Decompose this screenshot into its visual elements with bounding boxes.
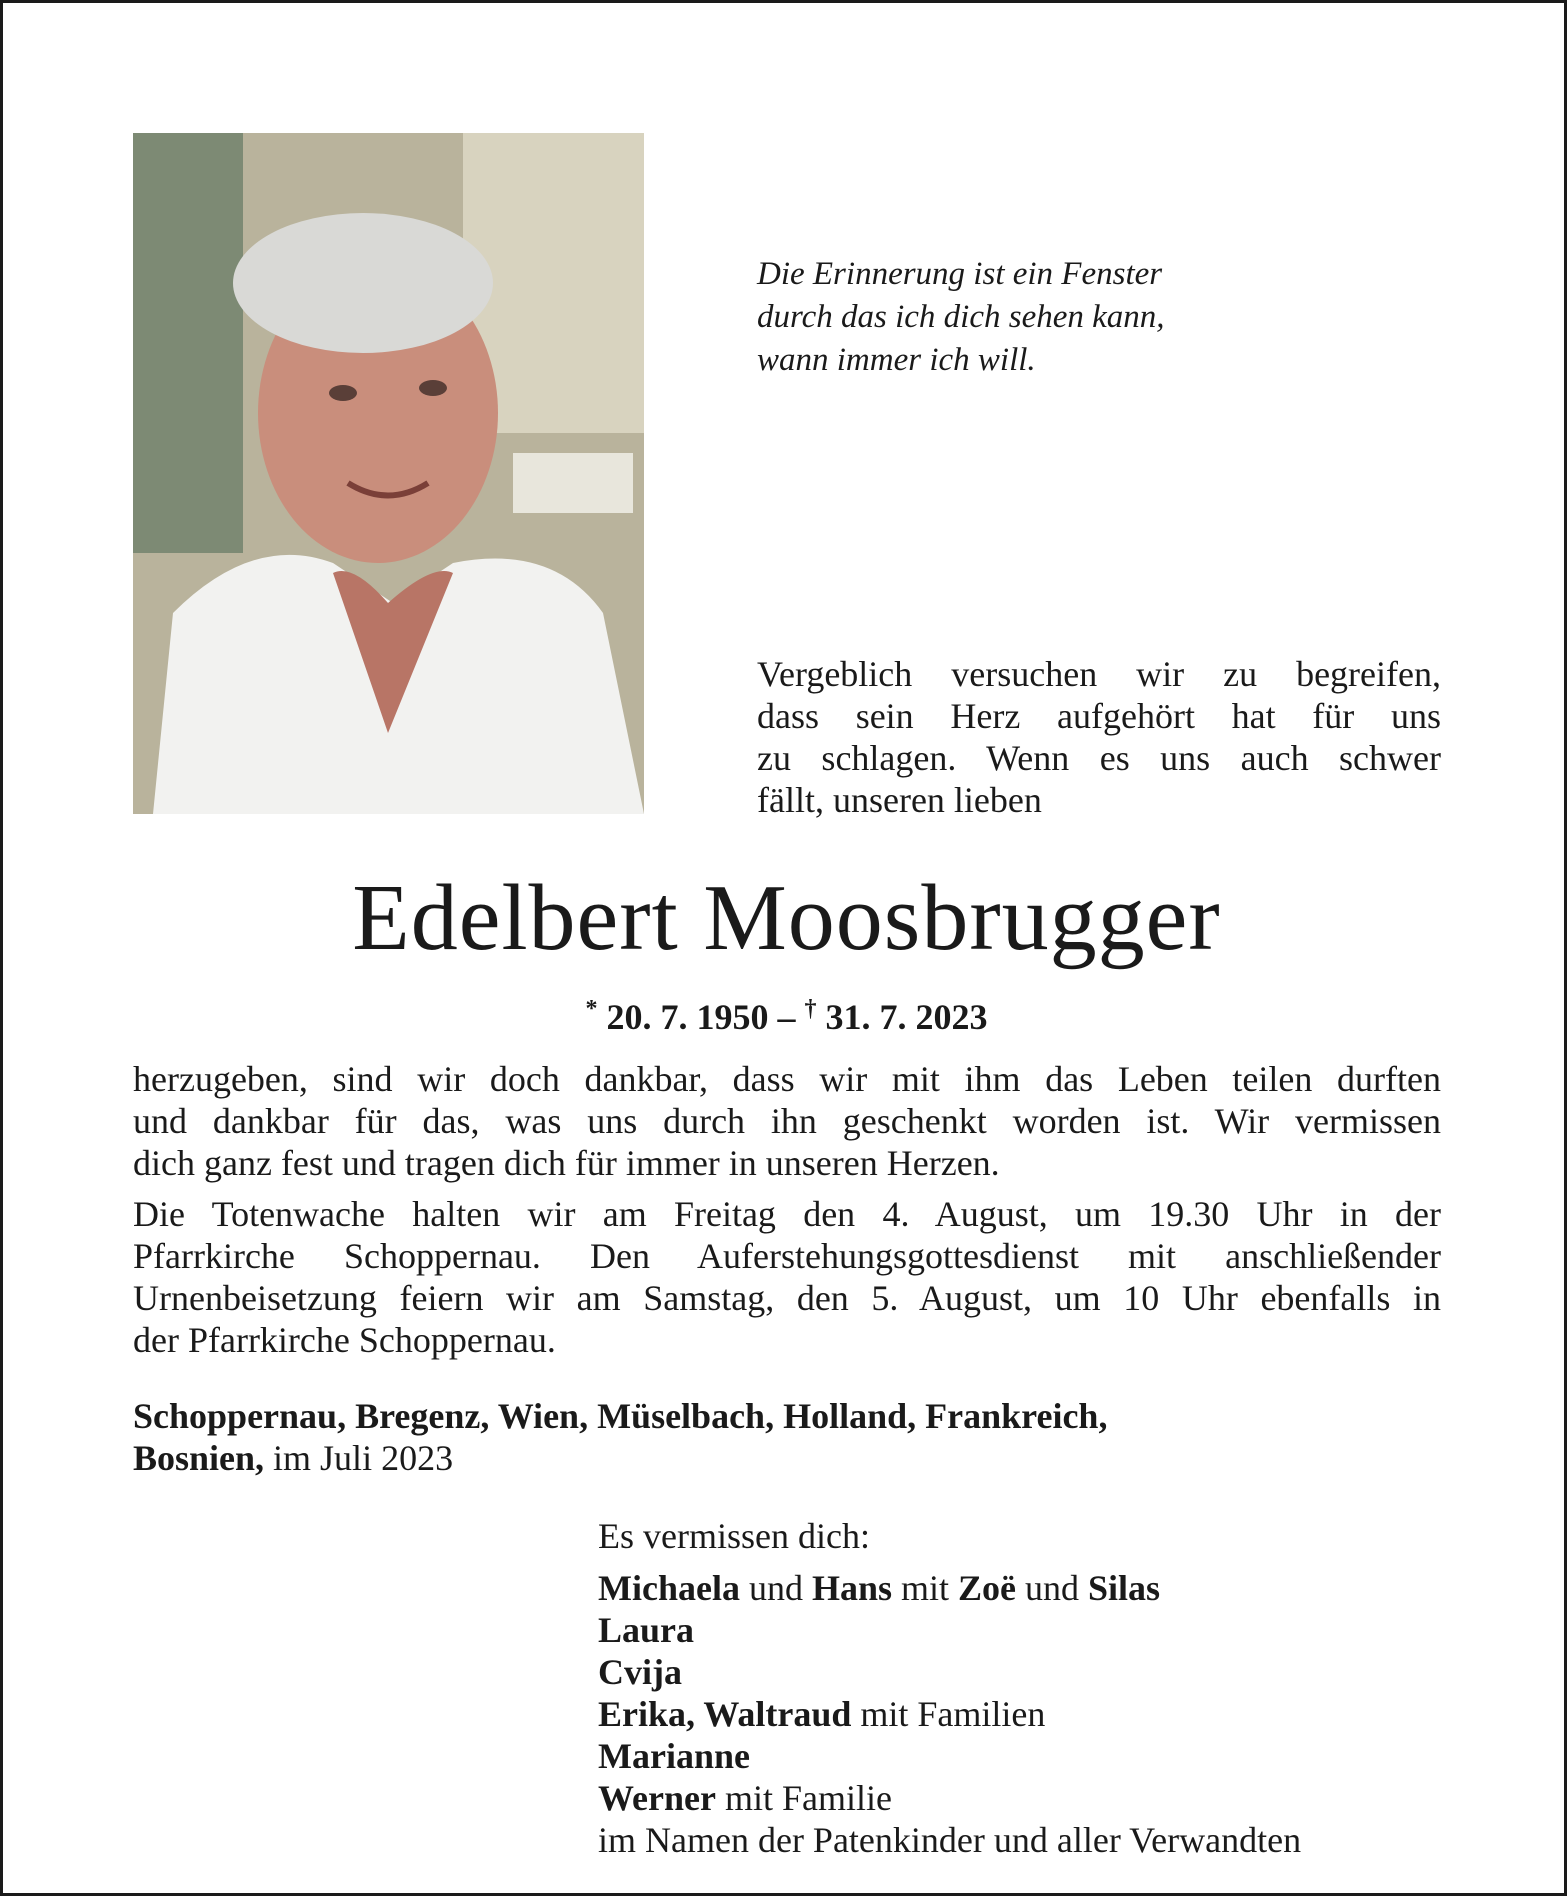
connector: und <box>1016 1568 1089 1608</box>
mourner-name: Erika, Waltraud <box>598 1694 852 1734</box>
places-line: Schoppernau, Bregenz, Wien, Müselbach, Holland, Frankreich, <box>133 1396 1108 1436</box>
paragraph-line: Die Totenwache halten wir am Freitag den 4. August, um 19.30 Uhr in der <box>133 1194 1441 1234</box>
places-and-date <box>133 1395 1441 1479</box>
mourner-name: Michaela <box>598 1568 740 1608</box>
mourner-name: Silas <box>1088 1568 1161 1608</box>
mourners-list <box>598 1515 1498 1861</box>
connector: mit <box>892 1568 959 1608</box>
intro-line: fällt, unseren lieben <box>757 780 1042 820</box>
quote-line: Die Erinnerung ist ein Fenster <box>757 256 1163 292</box>
places-last: Bosnien, <box>133 1438 265 1478</box>
intro-line: zu schlagen. Wenn es uns auch schwer <box>757 738 1441 778</box>
mourner-name: Hans <box>811 1568 893 1608</box>
quote-line: wann immer ich will. <box>757 342 1036 378</box>
mourner-row <box>598 1567 1498 1609</box>
paragraph-line: Urnenbeisetzung feiern wir am Samstag, den 5. August, um 10 Uhr ebenfalls in <box>133 1278 1441 1318</box>
quote-line: durch das ich dich sehen kann, <box>757 299 1165 335</box>
deceased-name: Edelbert Moosbrugger <box>352 866 1221 970</box>
mourner-name: Laura <box>598 1610 695 1650</box>
paragraph-line: dich ganz fest und tragen dich für immer in unseren Herzen. <box>133 1143 1000 1183</box>
intro-text <box>757 653 1441 821</box>
place-date: im Juli 2023 <box>264 1438 454 1478</box>
paragraph-line: der Pfarrkirche Schoppernau. <box>133 1320 556 1360</box>
death-date: 31. 7. 2023 <box>825 997 988 1037</box>
service-paragraph <box>133 1193 1441 1361</box>
gratitude-paragraph <box>133 1058 1441 1184</box>
connector: mit Familie <box>715 1778 892 1818</box>
paragraph-line: Pfarrkirche Schoppernau. Den Auferstehungsgottesdienst mit anschließender <box>133 1236 1441 1276</box>
connector: und <box>739 1568 812 1608</box>
mourner-name: Zoë <box>958 1568 1017 1608</box>
mourner-name: Marianne <box>598 1736 750 1776</box>
date-dash: – <box>777 997 796 1037</box>
portrait-illustration <box>133 133 644 814</box>
life-dates <box>3 988 1567 1038</box>
birth-date: 20. 7. 1950 <box>606 997 769 1037</box>
mourner-name: Cvija <box>598 1652 682 1692</box>
mourners-lead: Es vermissen dich: <box>598 1516 870 1556</box>
mourner-name: Werner <box>598 1778 716 1818</box>
death-symbol: † <box>804 996 817 1022</box>
paragraph-line: herzugeben, sind wir doch dankbar, dass wir mit ihm das Leben teilen durften <box>133 1059 1441 1099</box>
connector: mit Familien <box>851 1694 1046 1734</box>
memorial-quote <box>757 253 1317 382</box>
portrait-photo <box>133 133 644 814</box>
paragraph-line: und dankbar für das, was uns durch ihn geschenkt worden ist. Wir vermissen <box>133 1101 1441 1141</box>
intro-line: dass sein Herz aufgehört hat für uns <box>757 696 1441 736</box>
birth-symbol: * <box>585 996 598 1022</box>
intro-line: Vergeblich versuchen wir zu begreifen, <box>757 654 1441 694</box>
relatives-line: im Namen der Patenkinder und aller Verwandten <box>598 1820 1302 1860</box>
